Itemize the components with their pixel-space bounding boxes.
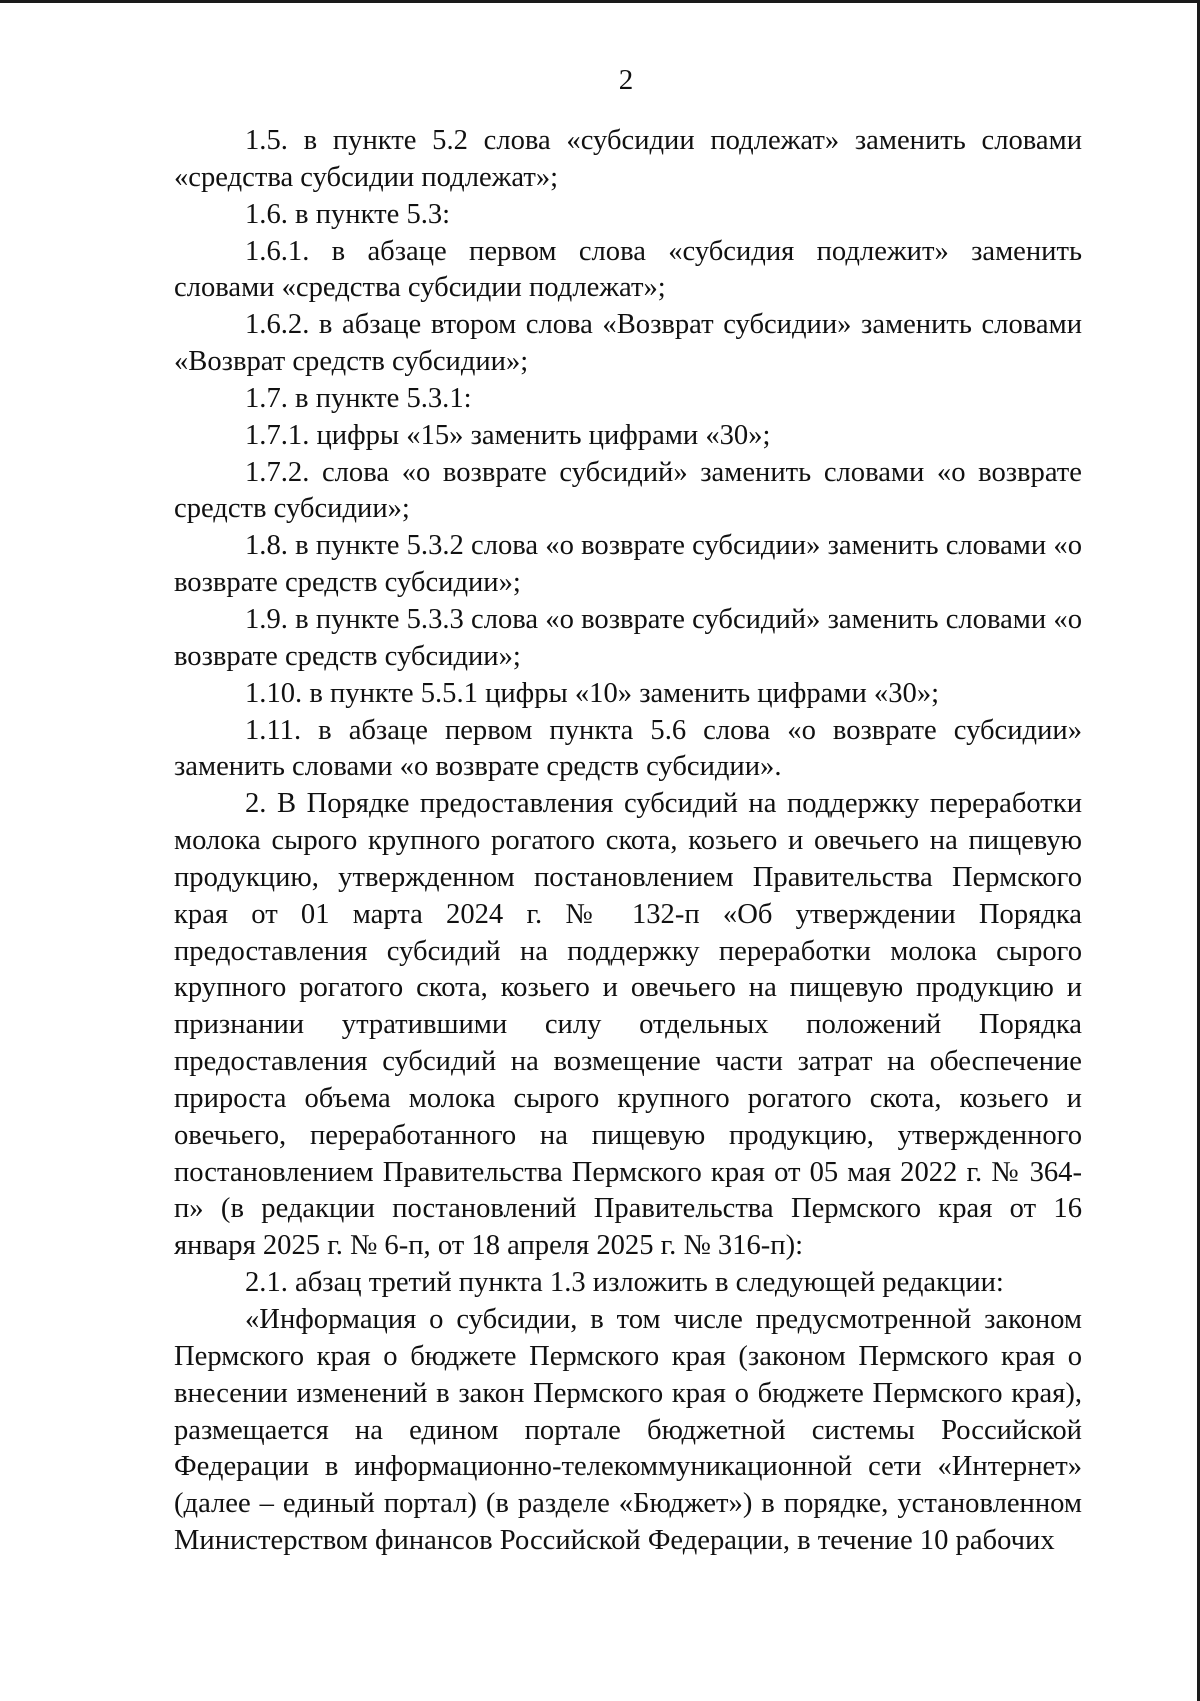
paragraph-1-6-1: 1.6.1. в абзаце первом слова «субсидия подлежит» заменить словами «средства субсидии подлежат»; — [174, 235, 1082, 304]
paragraph-1-7-2: 1.7.2. слова «о возврате субсидий» заменить словами «о возврате средств субсидии»; — [174, 456, 1082, 525]
paragraph-quote: «Информация о субсидии, в том числе предусмотренной законом Пермского края о бюджете Пермского края (законом Пермского края о внесении изменений в закон Пермского края о бюджете Пермского края), размещается на едином портале бюджетной системы Российской Федерации в информационно-телекоммуникационной сети «Интернет» (далее – единый портал) (в разделе «Бюджет») в порядке, установленном Министерством финансов Российской Федерации, в течение 10 рабочих — [174, 1304, 1082, 1557]
paragraph-2-1: 2.1. абзац третий пункта 1.3 изложить в следующей редакции: — [245, 1267, 1004, 1299]
paragraph-1-11: 1.11. в абзаце первом пункта 5.6 слова «о возврате субсидии» заменить словами «о возврате средств субсидии». — [174, 714, 1082, 783]
paragraph-1-9: 1.9. в пункте 5.3.3 слова «о возврате субсидий» заменить словами «о возврате средств субсидии»; — [174, 603, 1082, 672]
scan-edge-top — [0, 0, 1200, 3]
paragraph-1-5: 1.5. в пункте 5.2 слова «субсидии подлежат» заменить словами «средства субсидии подлежат»; — [174, 125, 1082, 193]
paragraph-1-6-2: 1.6.2. в абзаце втором слова «Возврат субсидии» заменить словами «Возврат средств субсидии»; — [174, 309, 1082, 378]
page-number: 2 — [618, 64, 634, 96]
paragraph-2: 2. В Порядке предоставления субсидий на поддержку переработки молока сырого крупного рогатого скота, козьего и овечьего на пищевую продукцию, утвержденном постановлением Правительства Пермского края от 01 марта 2024 г. № 132-п «Об утверждении Порядка предоставления субсидий на поддержку переработки молока сырого крупного рогатого скота, козьего и овечьего на пищевую продукцию и признании утратившими силу отдельных положений Порядка предоставления субсидий на возмещение части затрат на обеспечение прироста объема молока сырого крупного рогатого скота, козьего и овечьего, переработанного на пищевую продукцию, утвержденного постановлением Правительства Пермского края от 05 мая 2022 г. № 364-п» (в редакции постановлений Правительства Пермского края от 16 января 2025 г. № 6-п, от 18 апреля 2025 г. № 316-п): — [174, 788, 1082, 1262]
paragraph-1-7: 1.7. в пункте 5.3.1: — [245, 382, 472, 414]
paragraph-1-8: 1.8. в пункте 5.3.2 слова «о возврате субсидии» заменить словами «о возврате средств субсидии»; — [174, 530, 1082, 599]
paragraph-1-7-1: 1.7.1. цифры «15» заменить цифрами «30»; — [245, 419, 771, 451]
document-body — [174, 123, 1082, 1560]
paragraph-1-10: 1.10. в пункте 5.5.1 цифры «10» заменить цифрами «30»; — [245, 677, 940, 709]
paragraph-1-6: 1.6. в пункте 5.3: — [245, 198, 451, 230]
